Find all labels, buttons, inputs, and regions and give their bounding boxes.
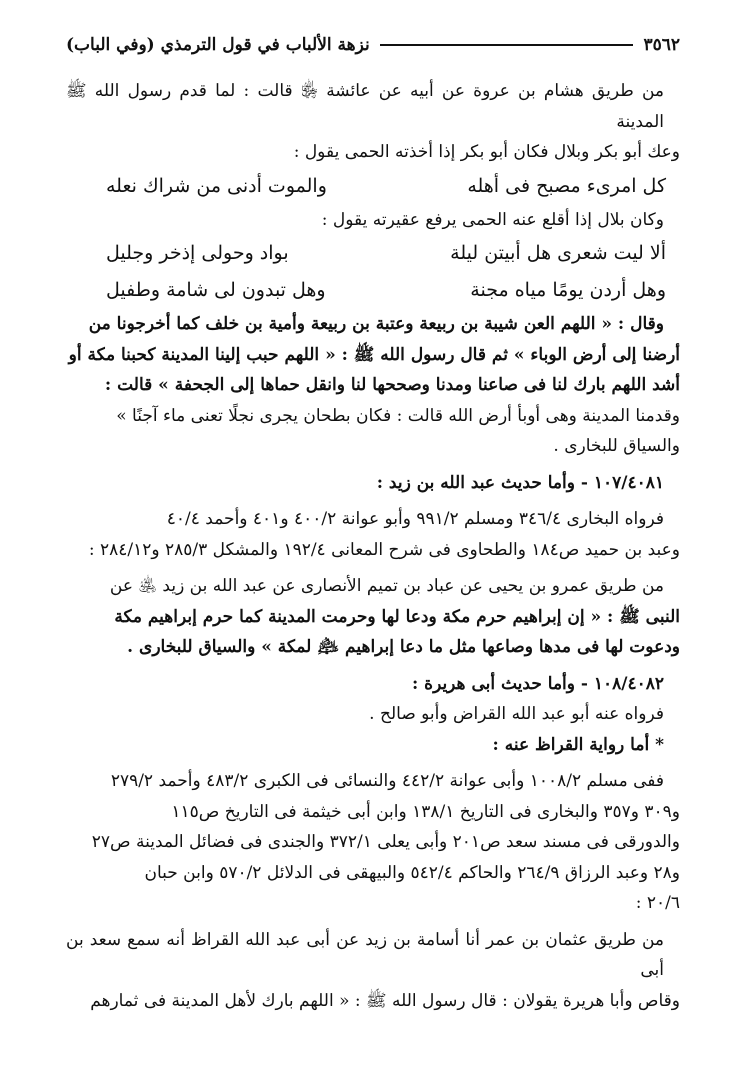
text-line: وقاص وأبا هريرة يقولان : قال رسول الله ﷺ : « اللهم بارك لأهل المدينة فى ثمارهم xyxy=(90,990,680,1011)
text-line: وعبد بن حميد ص١٨٤ والطحاوى فى شرح المعانى ١٩٢/٤ والمشكل ٢٨٥/٣ و٢٨٤/١٢ : xyxy=(88,539,680,560)
text-line: ففى مسلم ١٠٠٨/٢ وأبى عوانة ٤٤٢/٢ والنسائى فى الكبرى ٤٨٣/٢ وأحمد ٢٧٩/٢ xyxy=(110,771,664,791)
text-line: والسياق للبخارى . xyxy=(553,436,680,456)
text-line: وكان بلال إذا أقلع عنه الحمى يرفع عقيرته يقول : xyxy=(321,209,664,230)
text-line: والدورقى فى مسند سعد ص٢٠١ وأبى يعلى ٣٧٢/١ والجندى فى فضائل المدينة ص٢٧ xyxy=(91,832,680,852)
verse-hemistich: كل امرىء مصبح فى أهله xyxy=(467,174,666,197)
running-title: نزهة الألباب في قول الترمذي (وفي الباب) xyxy=(66,35,370,55)
text-line: النبى ﷺ : « إن إبراهيم حرم مكة ودعا لها وحرمت المدينة كما حرم إبراهيم مكة xyxy=(114,606,680,627)
text-line: وعك أبو بكر وبلال فكان أبو بكر إذا أخذته الحمى يقول : xyxy=(293,142,680,162)
verse-hemistich: بواد وحولى إذخر وجليل xyxy=(106,242,289,264)
text-line: وقال : « اللهم العن شيبة بن ربيعة وعتبة بن ربيعة وأمية بن خلف كما أخرجونا من xyxy=(88,314,664,334)
verse-line xyxy=(66,272,680,309)
text-line: ودعوت لها فى مدها وصاعها مثل ما دعا إبراهيم ﵇ لمكة » والسياق للبخارى . xyxy=(127,637,680,657)
verse-hemistich: ألا ليت شعرى هل أبيتن ليلة xyxy=(450,242,666,264)
text-line: أشد اللهم بارك لنا فى صاعنا ومدنا وصححها لنا وانقل حماها إلى الجحفة » قالت : xyxy=(104,375,680,395)
text-line: و٣٠٩ و٣٥٧ والبخارى فى التاريخ ١٣٨/١ وابن أبى خيثمة فى التاريخ ص١١٥ xyxy=(171,801,680,822)
sub-heading: * أما رواية القراظ عنه : xyxy=(492,734,664,755)
text-line: أرضنا إلى أرض الوباء » ثم قال رسول الله ﷺ : « اللهم حبب إلينا المدينة كحبنا مكة أو xyxy=(68,344,680,365)
verse-line xyxy=(66,235,680,272)
text-line: من طريق هشام بن عروة عن أبيه عن عائشة ﵂ قالت : لما قدم رسول الله ﷺ المدينة xyxy=(66,81,664,132)
text-line: فرواه عنه أبو عبد الله القراض وأبو صالح . xyxy=(369,704,664,724)
running-header xyxy=(66,32,680,58)
section-heading: ١٠٧/٤٠٨١ - وأما حديث عبد الله بن زيد : xyxy=(376,472,664,493)
verse-hemistich: والموت أدنى من شراك نعله xyxy=(106,174,327,197)
text-line: وقدمنا المدينة وهى أوبأ أرض الله قالت : فكان بطحان يجرى نجلًا تعنى ماء آجنًا » xyxy=(116,405,680,426)
verse-line xyxy=(66,168,680,205)
section-heading: ١٠٨/٤٠٨٢ - وأما حديث أبى هريرة : xyxy=(411,673,664,694)
text-line: من طريق عثمان بن عمر أنا أسامة بن زيد عن أبى عبد الله القراظ أنه سمع سعد بن أبى xyxy=(66,929,664,980)
page-body xyxy=(66,76,680,1016)
text-line: ٢٠/٦ : xyxy=(635,893,680,913)
text-line: من طريق عمرو بن يحيى عن عباد بن تميم الأنصارى عن عبد الله بن زيد ﵁ عن xyxy=(109,576,664,596)
verse-hemistich: وهل تبدون لى شامة وطفيل xyxy=(106,279,326,301)
page-number: ٣٥٦٢ xyxy=(643,35,680,55)
text-line: فرواه البخارى ٣٤٦/٤ ومسلم ٩٩١/٢ وأبو عوانة ٤٠٠/٢ و٤٠١ وأحمد ٤٠/٤ xyxy=(166,509,664,529)
header-rule xyxy=(380,44,634,46)
verse-hemistich: وهل أردن يومًا مياه مجنة xyxy=(470,279,666,301)
text-line: و٢٨ وعبد الرزاق ٢٦٤/٩ والحاكم ٥٤٢/٤ والبيهقى فى الدلائل ٥٧٠/٢ وابن حبان xyxy=(144,862,680,883)
